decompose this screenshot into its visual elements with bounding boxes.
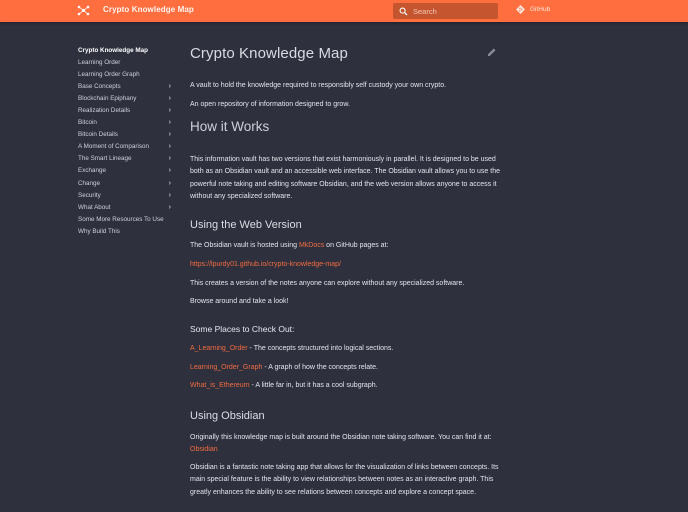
web-text-post: on GitHub pages at: (324, 242, 389, 249)
sidebar-item-label: Security (78, 191, 101, 199)
search-box[interactable] (393, 3, 498, 19)
graph-nodes-icon[interactable] (77, 4, 90, 17)
section-heading-how-it-works: How it Works (190, 119, 270, 134)
edit-pencil-icon[interactable] (487, 47, 497, 57)
place-item (190, 343, 500, 355)
top-header (0, 0, 688, 22)
sidebar-item-label: Crypto Knowledge Map (78, 46, 148, 54)
github-label: GitHub (530, 6, 551, 13)
sidebar-item-bitcoin-details[interactable] (78, 129, 174, 141)
sidebar-item-what-about[interactable] (78, 201, 174, 213)
chevron-right-icon: › (168, 119, 171, 127)
place-description: - A little far in, but it has a cool subgraph. (249, 382, 378, 389)
web-version-description: This creates a version of the notes anyone can explore without any specialized software. (190, 280, 465, 287)
sidebar-item-learning-order[interactable] (78, 56, 174, 68)
sidebar-item-base-concepts[interactable] (78, 80, 174, 92)
sidebar-item-the-smart-lineage[interactable] (78, 153, 174, 165)
obsidian-intro-paragraph (190, 432, 500, 457)
chevron-right-icon: › (168, 131, 171, 139)
sidebar-item-label: A Moment of Comparison (78, 143, 150, 151)
web-hosting-paragraph (190, 240, 500, 252)
web-text-pre: The Obsidian vault is hosted using (190, 242, 299, 249)
chevron-right-icon: › (168, 203, 171, 211)
search-input[interactable] (413, 7, 493, 16)
section-heading-places: Some Places to Check Out: (190, 324, 295, 334)
intro-paragraph-1: A vault to hold the knowledge required to responsibly self custody your own crypto. (190, 82, 447, 89)
sidebar-item-label: The Smart Lineage (78, 155, 132, 163)
sidebar-item-label: Learning Order Graph (78, 70, 140, 78)
sidebar-item-label: Why Build This (78, 227, 120, 235)
sidebar-item-label: Some More Resources To Use (78, 215, 164, 223)
site-url-link[interactable]: https://lpurdy01.github.io/crypto-knowledge-map/ (190, 261, 341, 268)
place-item (190, 362, 500, 374)
obsidian-description-paragraph: Obsidian is a fantastic note taking app that allows for the visualization of links between concepts. Its main special feature is the ability to view relationships between notes as an interactive graph. This greatly enhances the ability to see relations between concepts and explore a concept space. (190, 464, 499, 496)
sidebar-item-why-build-this[interactable] (78, 225, 174, 237)
learning-order-graph-link[interactable]: Learning_Order_Graph (190, 364, 263, 371)
sidebar-item-bitcoin[interactable] (78, 117, 174, 129)
chevron-right-icon: › (168, 107, 171, 115)
what-is-ethereum-link[interactable]: What_is_Ethereum (190, 382, 250, 389)
sidebar-item-label: Bitcoin (78, 119, 97, 127)
chevron-right-icon: › (168, 191, 171, 199)
search-icon (399, 7, 408, 16)
sidebar-item-security[interactable] (78, 189, 174, 201)
git-icon (516, 5, 525, 14)
mkdocs-link[interactable]: MkDocs (298, 242, 325, 249)
site-title[interactable]: Crypto Knowledge Map (103, 5, 194, 14)
sidebar-item-exchange[interactable] (78, 165, 174, 177)
sidebar-item-label: Bitcoin Details (78, 131, 118, 139)
chevron-right-icon: › (168, 155, 171, 163)
sidebar-item-label: Base Concepts (78, 82, 121, 90)
sidebar-item-label: Realization Details (78, 107, 131, 115)
sidebar-item-label: Exchange (78, 167, 107, 175)
place-item (190, 380, 500, 392)
place-description: - The concepts structured into logical sections. (247, 345, 394, 352)
section-heading-web-version: Using the Web Version (190, 219, 302, 231)
sidebar-item-realization-details[interactable] (78, 104, 174, 116)
sidebar-item-label: Learning Order (78, 58, 121, 66)
chevron-right-icon: › (168, 167, 171, 175)
sidebar-nav (78, 44, 174, 238)
section-heading-using-obsidian: Using Obsidian (190, 410, 265, 422)
obsidian-link[interactable]: Obsidian (190, 446, 218, 454)
intro-paragraph-2: An open repository of information designed to grow. (190, 101, 350, 108)
site-url-paragraph (190, 259, 500, 271)
sidebar-item-learning-order-graph[interactable] (78, 68, 174, 80)
page-title: Crypto Knowledge Map (190, 45, 348, 62)
sidebar-item-label: Change (78, 179, 101, 187)
how-it-works-paragraph: This information vault has two versions that exist harmoniously in parallel. It is designed to be used both as an Obsidian vault and an accessible web interface. The Obsidian vault allows you to use the powerful note taking and editing software Obsidian, and the web version allows anyone to access it without any specialized software. (190, 156, 501, 200)
sidebar-item-change[interactable] (78, 177, 174, 189)
github-link[interactable] (516, 5, 550, 14)
sidebar-item-label: What About (78, 203, 111, 211)
chevron-right-icon: › (168, 179, 171, 187)
chevron-right-icon: › (168, 143, 171, 151)
chevron-right-icon: › (168, 94, 171, 102)
a-learning-order-link[interactable]: A_Learning_Order (190, 345, 248, 352)
browse-around-text: Browse around and take a look! (190, 298, 289, 305)
place-description: - A graph of how the concepts relate. (262, 364, 378, 371)
sidebar-item-some-more-resources[interactable] (78, 213, 174, 225)
sidebar-item-a-moment-of-comparison[interactable] (78, 141, 174, 153)
sidebar-item-blockchain-epiphany[interactable] (78, 92, 174, 104)
sidebar-item-crypto-knowledge-map[interactable] (78, 44, 174, 56)
chevron-right-icon: › (168, 82, 171, 90)
sidebar-item-label: Blockchain Epiphany (78, 94, 137, 102)
obsidian-text: Originally this knowledge map is built around the Obsidian note taking software. You can find it at: (190, 434, 492, 441)
